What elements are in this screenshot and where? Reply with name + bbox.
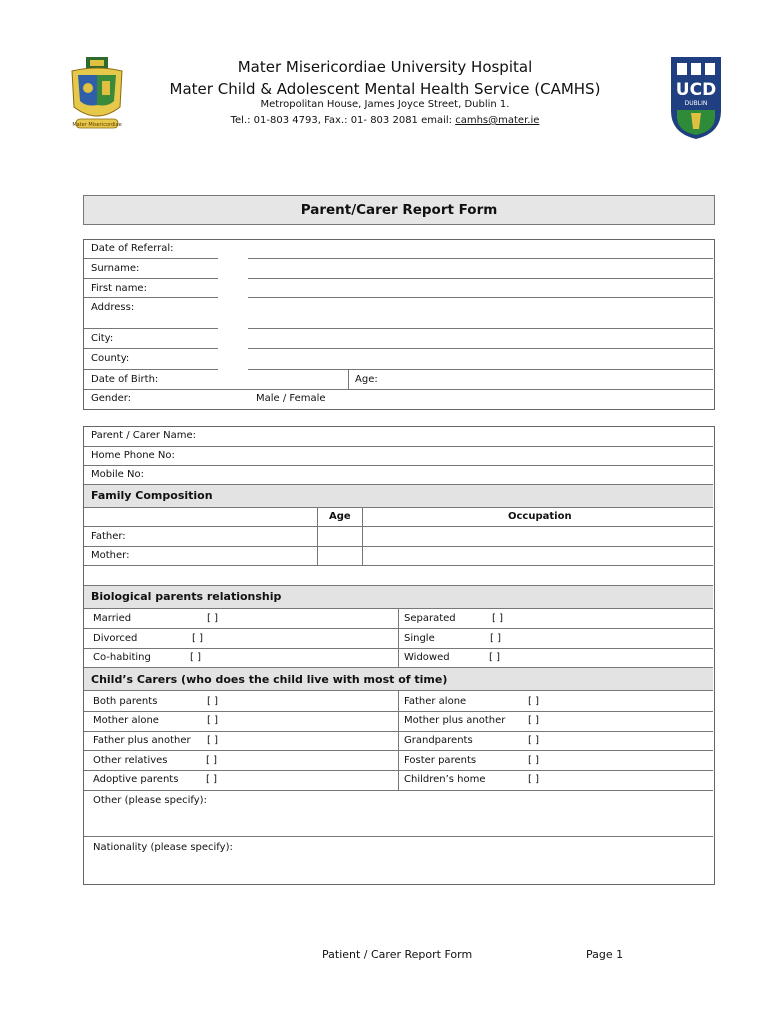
checkbox-father-plus-another[interactable]: [ ] — [207, 735, 218, 746]
first-name-field[interactable] — [84, 297, 218, 298]
checkbox-childrens-home[interactable]: [ ] — [528, 774, 539, 785]
checkbox-foster-parents[interactable]: [ ] — [528, 755, 539, 766]
checkbox-mother-alone[interactable]: [ ] — [207, 715, 218, 726]
carer-option: Both parents — [93, 696, 158, 707]
relationship-option: Co-habiting — [93, 652, 151, 663]
county-field[interactable] — [84, 369, 218, 370]
service-name: Mater Child & Adolescent Mental Health Service (CAMHS) — [169, 80, 601, 98]
age-column-header: Age — [329, 511, 351, 522]
svg-text:DUBLIN: DUBLIN — [684, 100, 708, 107]
checkbox-single[interactable]: [ ] — [490, 633, 501, 644]
parent-name-label: Parent / Carer Name: — [91, 430, 197, 441]
county-label: County: — [91, 353, 130, 364]
checkbox-father-alone[interactable]: [ ] — [528, 696, 539, 707]
mobile-label: Mobile No: — [91, 469, 144, 480]
carer-option: Adoptive parents — [93, 774, 179, 785]
gender-options[interactable]: Male / Female — [256, 393, 326, 404]
surname-field[interactable] — [84, 278, 218, 279]
hospital-name: Mater Misericordiae University Hospital — [237, 58, 533, 76]
checkbox-cohabiting[interactable]: [ ] — [190, 652, 201, 663]
carer-option: Mother alone — [93, 715, 159, 726]
city-label: City: — [91, 333, 114, 344]
age-label: Age: — [355, 374, 378, 385]
checkbox-married[interactable]: [ ] — [207, 613, 218, 624]
relationship-option: Single — [404, 633, 435, 644]
address-line: Metropolitan House, James Joyce Street, Dublin 1. — [260, 99, 510, 110]
contact-prefix: Tel.: 01-803 4793, Fax.: 01- 803 2081 email: — [230, 115, 456, 126]
surname-label: Surname: — [91, 263, 140, 274]
checkbox-both-parents[interactable]: [ ] — [207, 696, 218, 707]
address-field[interactable] — [84, 328, 218, 329]
carer-option: Foster parents — [404, 755, 477, 766]
checkbox-grandparents[interactable]: [ ] — [528, 735, 539, 746]
email-link[interactable]: camhs@mater.ie — [455, 115, 540, 126]
relationship-title: Biological parents relationship — [91, 590, 282, 603]
checkbox-separated[interactable]: [ ] — [492, 613, 503, 624]
relationship-option: Divorced — [93, 633, 138, 644]
checkbox-other-relatives[interactable]: [ ] — [206, 755, 217, 766]
checkbox-widowed[interactable]: [ ] — [489, 652, 500, 663]
family-composition-title: Family Composition — [91, 489, 213, 502]
carer-option: Mother plus another — [404, 715, 506, 726]
date-of-referral-label: Date of Referral: — [91, 243, 174, 254]
relationship-option: Separated — [404, 613, 456, 624]
gender-label: Gender: — [91, 393, 132, 404]
dob-label: Date of Birth: — [91, 374, 159, 385]
carer-option: Father plus another — [93, 735, 191, 746]
checkbox-mother-plus-another[interactable]: [ ] — [528, 715, 539, 726]
first-name-label: First name: — [91, 283, 147, 294]
svg-text:UCD: UCD — [675, 80, 717, 100]
footer-page-number: Page 1 — [586, 948, 624, 961]
carer-option: Father alone — [404, 696, 467, 707]
child-details-section — [83, 239, 715, 410]
relationship-option: Married — [93, 613, 132, 624]
contact-line — [0, 115, 770, 126]
carers-title: Child’s Carers (who does the child live with most of time) — [91, 673, 448, 686]
occupation-column-header: Occupation — [508, 511, 572, 522]
other-specify-label: Other (please specify): — [93, 795, 207, 806]
checkbox-adoptive-parents[interactable]: [ ] — [206, 774, 217, 785]
city-field[interactable] — [84, 348, 218, 349]
carer-option: Other relatives — [93, 755, 168, 766]
carer-option: Children’s home — [404, 774, 486, 785]
footer-form-name: Patient / Carer Report Form — [322, 948, 473, 961]
address-label: Address: — [91, 302, 135, 313]
checkbox-divorced[interactable]: [ ] — [192, 633, 203, 644]
father-label: Father: — [91, 531, 126, 542]
form-title: Parent/Carer Report Form — [83, 195, 715, 225]
home-phone-label: Home Phone No: — [91, 450, 175, 461]
nationality-label: Nationality (please specify): — [93, 842, 233, 853]
crest-motto: Mater Misericordiae — [72, 122, 122, 128]
mother-label: Mother: — [91, 550, 130, 561]
relationship-option: Widowed — [404, 652, 450, 663]
carer-option: Grandparents — [404, 735, 473, 746]
